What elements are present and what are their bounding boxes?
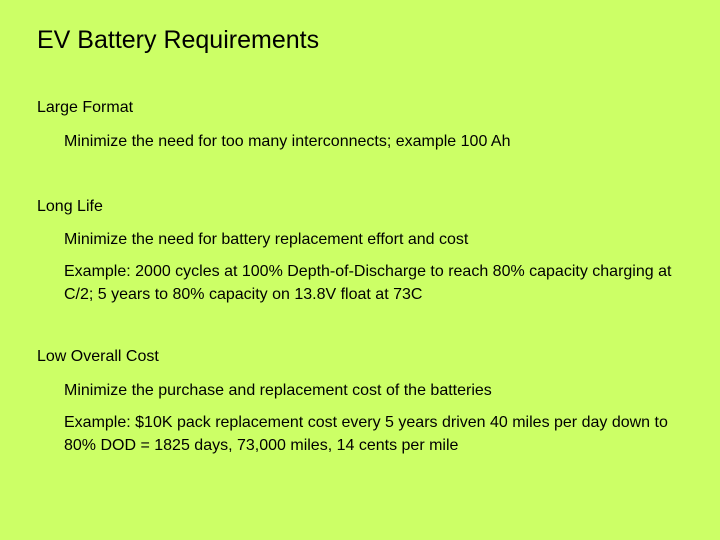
section-item-long-life-1: Minimize the need for battery replacement effort and cost [64, 231, 469, 248]
section-item-low-overall-cost-2: Example: $10K pack replacement cost every 5 years driven 40 miles per day down to 80% DOD = 1825 days, 73,000 miles, 14 cents per mile [64, 414, 668, 454]
section-item-large-format-1: Minimize the need for too many interconnects; example 100 Ah [64, 133, 511, 150]
section-heading-long-life: Long Life [37, 198, 103, 215]
section-heading-large-format: Large Format [37, 99, 134, 116]
section-item-low-overall-cost-1: Minimize the purchase and replacement cost of the batteries [64, 382, 492, 399]
section-heading-low-overall-cost: Low Overall Cost [37, 348, 159, 365]
section-item-long-life-2: Example: 2000 cycles at 100% Depth-of-Discharge to reach 80% capacity charging at C/2; 5 years to 80% capacity on 13.8V float at 73C [64, 263, 672, 303]
slide-title: EV Battery Requirements [37, 26, 320, 54]
